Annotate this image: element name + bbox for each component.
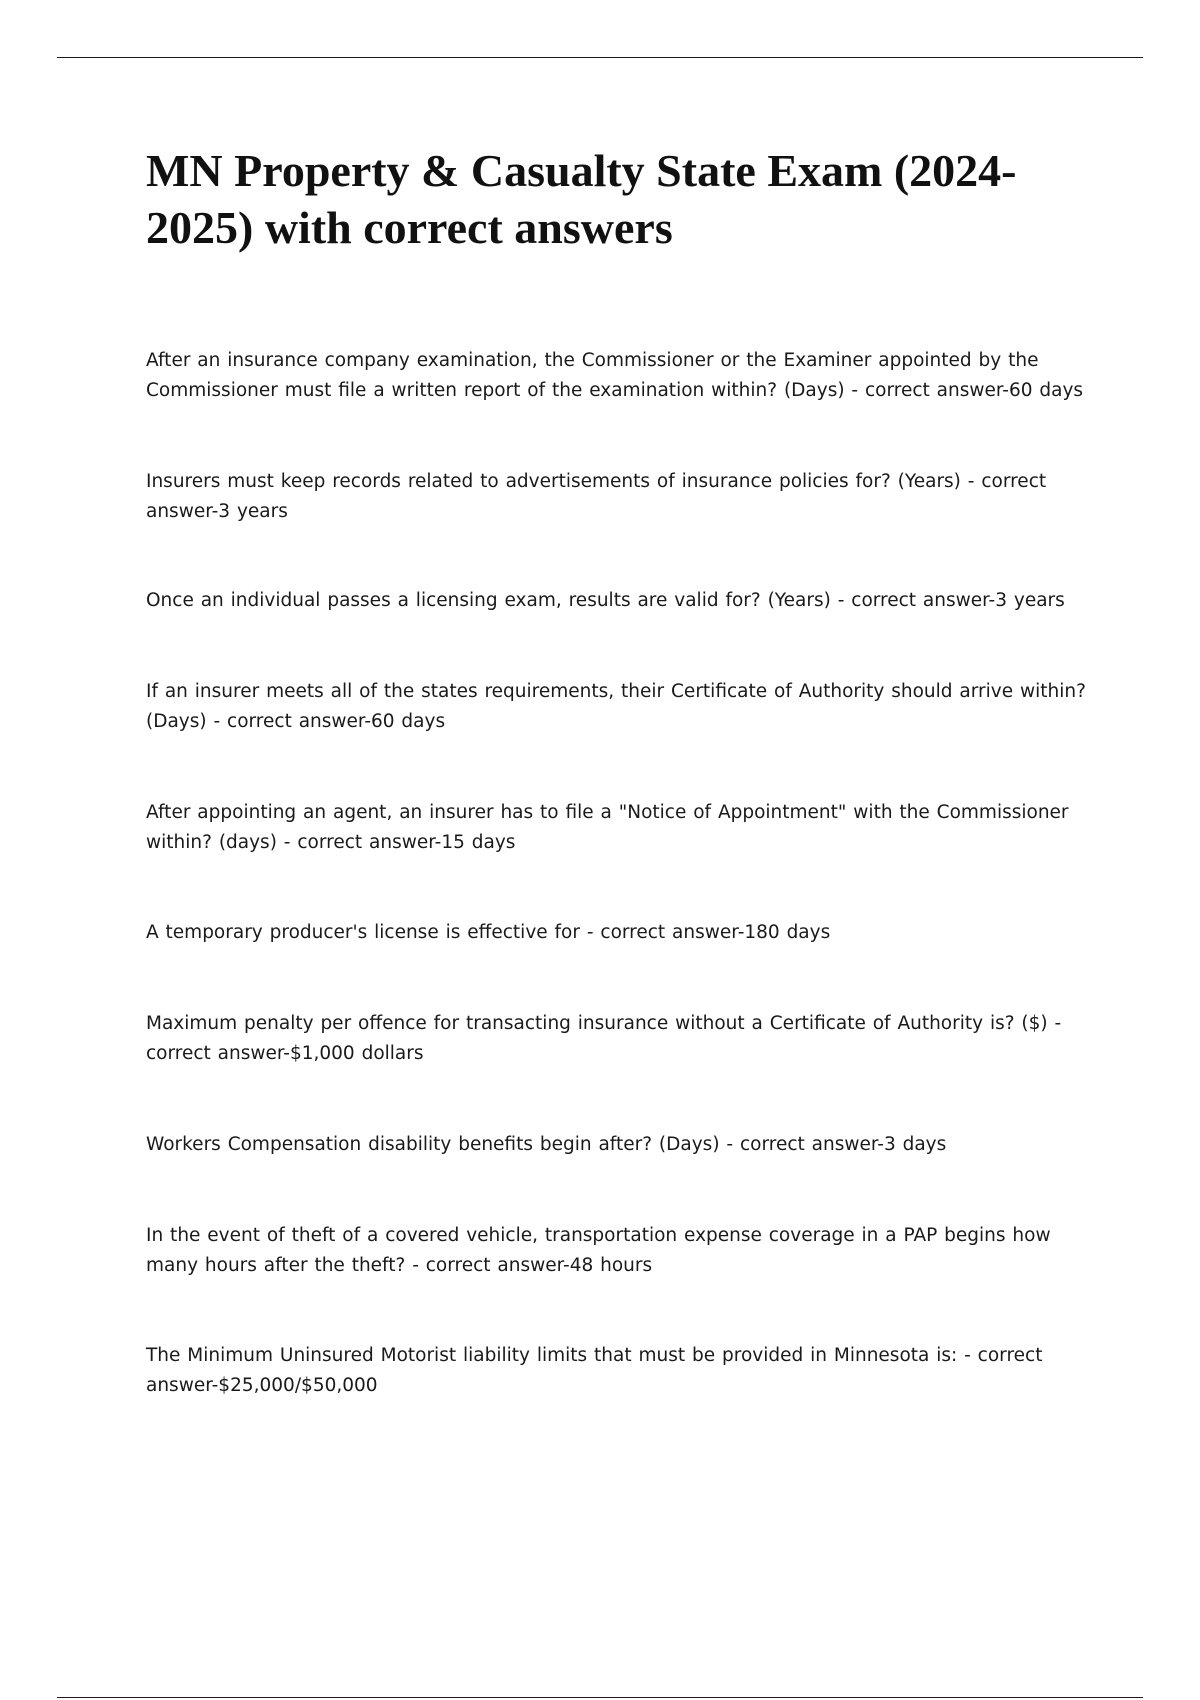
bottom-divider <box>57 1697 1143 1698</box>
qa-item <box>146 1341 1096 1401</box>
qa-text: A temporary producer's license is effective for - correct answer-180 days <box>146 922 831 943</box>
qa-list <box>146 346 1096 1401</box>
qa-text: Workers Compensation disability benefits begin after? (Days) - correct answer-3 days <box>146 1134 947 1155</box>
qa-item <box>146 677 1096 737</box>
qa-text: The Minimum Uninsured Motorist liability limits that must be provided in Minnesota is: - correct answer-$25,000/$50,000 <box>146 1345 1043 1396</box>
qa-item <box>146 1221 1096 1281</box>
qa-text: Maximum penalty per offence for transacting insurance without a Certificate of Authority is? ($) - correct answer-$1,000 dollars <box>146 1013 1062 1064</box>
qa-text: Insurers must keep records related to advertisements of insurance policies for? (Years) - correct answer-3 years <box>146 471 1047 522</box>
qa-item <box>146 586 1096 616</box>
qa-text: In the event of theft of a covered vehicle, transportation expense coverage in a PAP begins how many hours after the theft? - correct answer-48 hours <box>146 1225 1051 1276</box>
qa-text: Once an individual passes a licensing exam, results are valid for? (Years) - correct answer-3 years <box>146 590 1065 611</box>
qa-item <box>146 346 1096 406</box>
qa-item <box>146 1130 1096 1160</box>
qa-text: After an insurance company examination, the Commissioner or the Examiner appointed by the Commissioner must file a written report of the examination within? (Days) - correct answer-60 days <box>146 350 1084 401</box>
qa-text: After appointing an agent, an insurer has to file a "Notice of Appointment" with the Commissioner within? (days) - correct answer-15 days <box>146 802 1069 853</box>
qa-text: If an insurer meets all of the states requirements, their Certificate of Authority should arrive within? (Days) - correct answer-60 days <box>146 681 1086 732</box>
top-divider <box>57 57 1143 58</box>
qa-item <box>146 1009 1096 1069</box>
qa-item <box>146 918 1096 948</box>
qa-item <box>146 798 1096 858</box>
qa-item <box>146 467 1096 527</box>
document-title: MN Property & Casualty State Exam (2024-2025) with correct answers <box>146 145 1017 253</box>
